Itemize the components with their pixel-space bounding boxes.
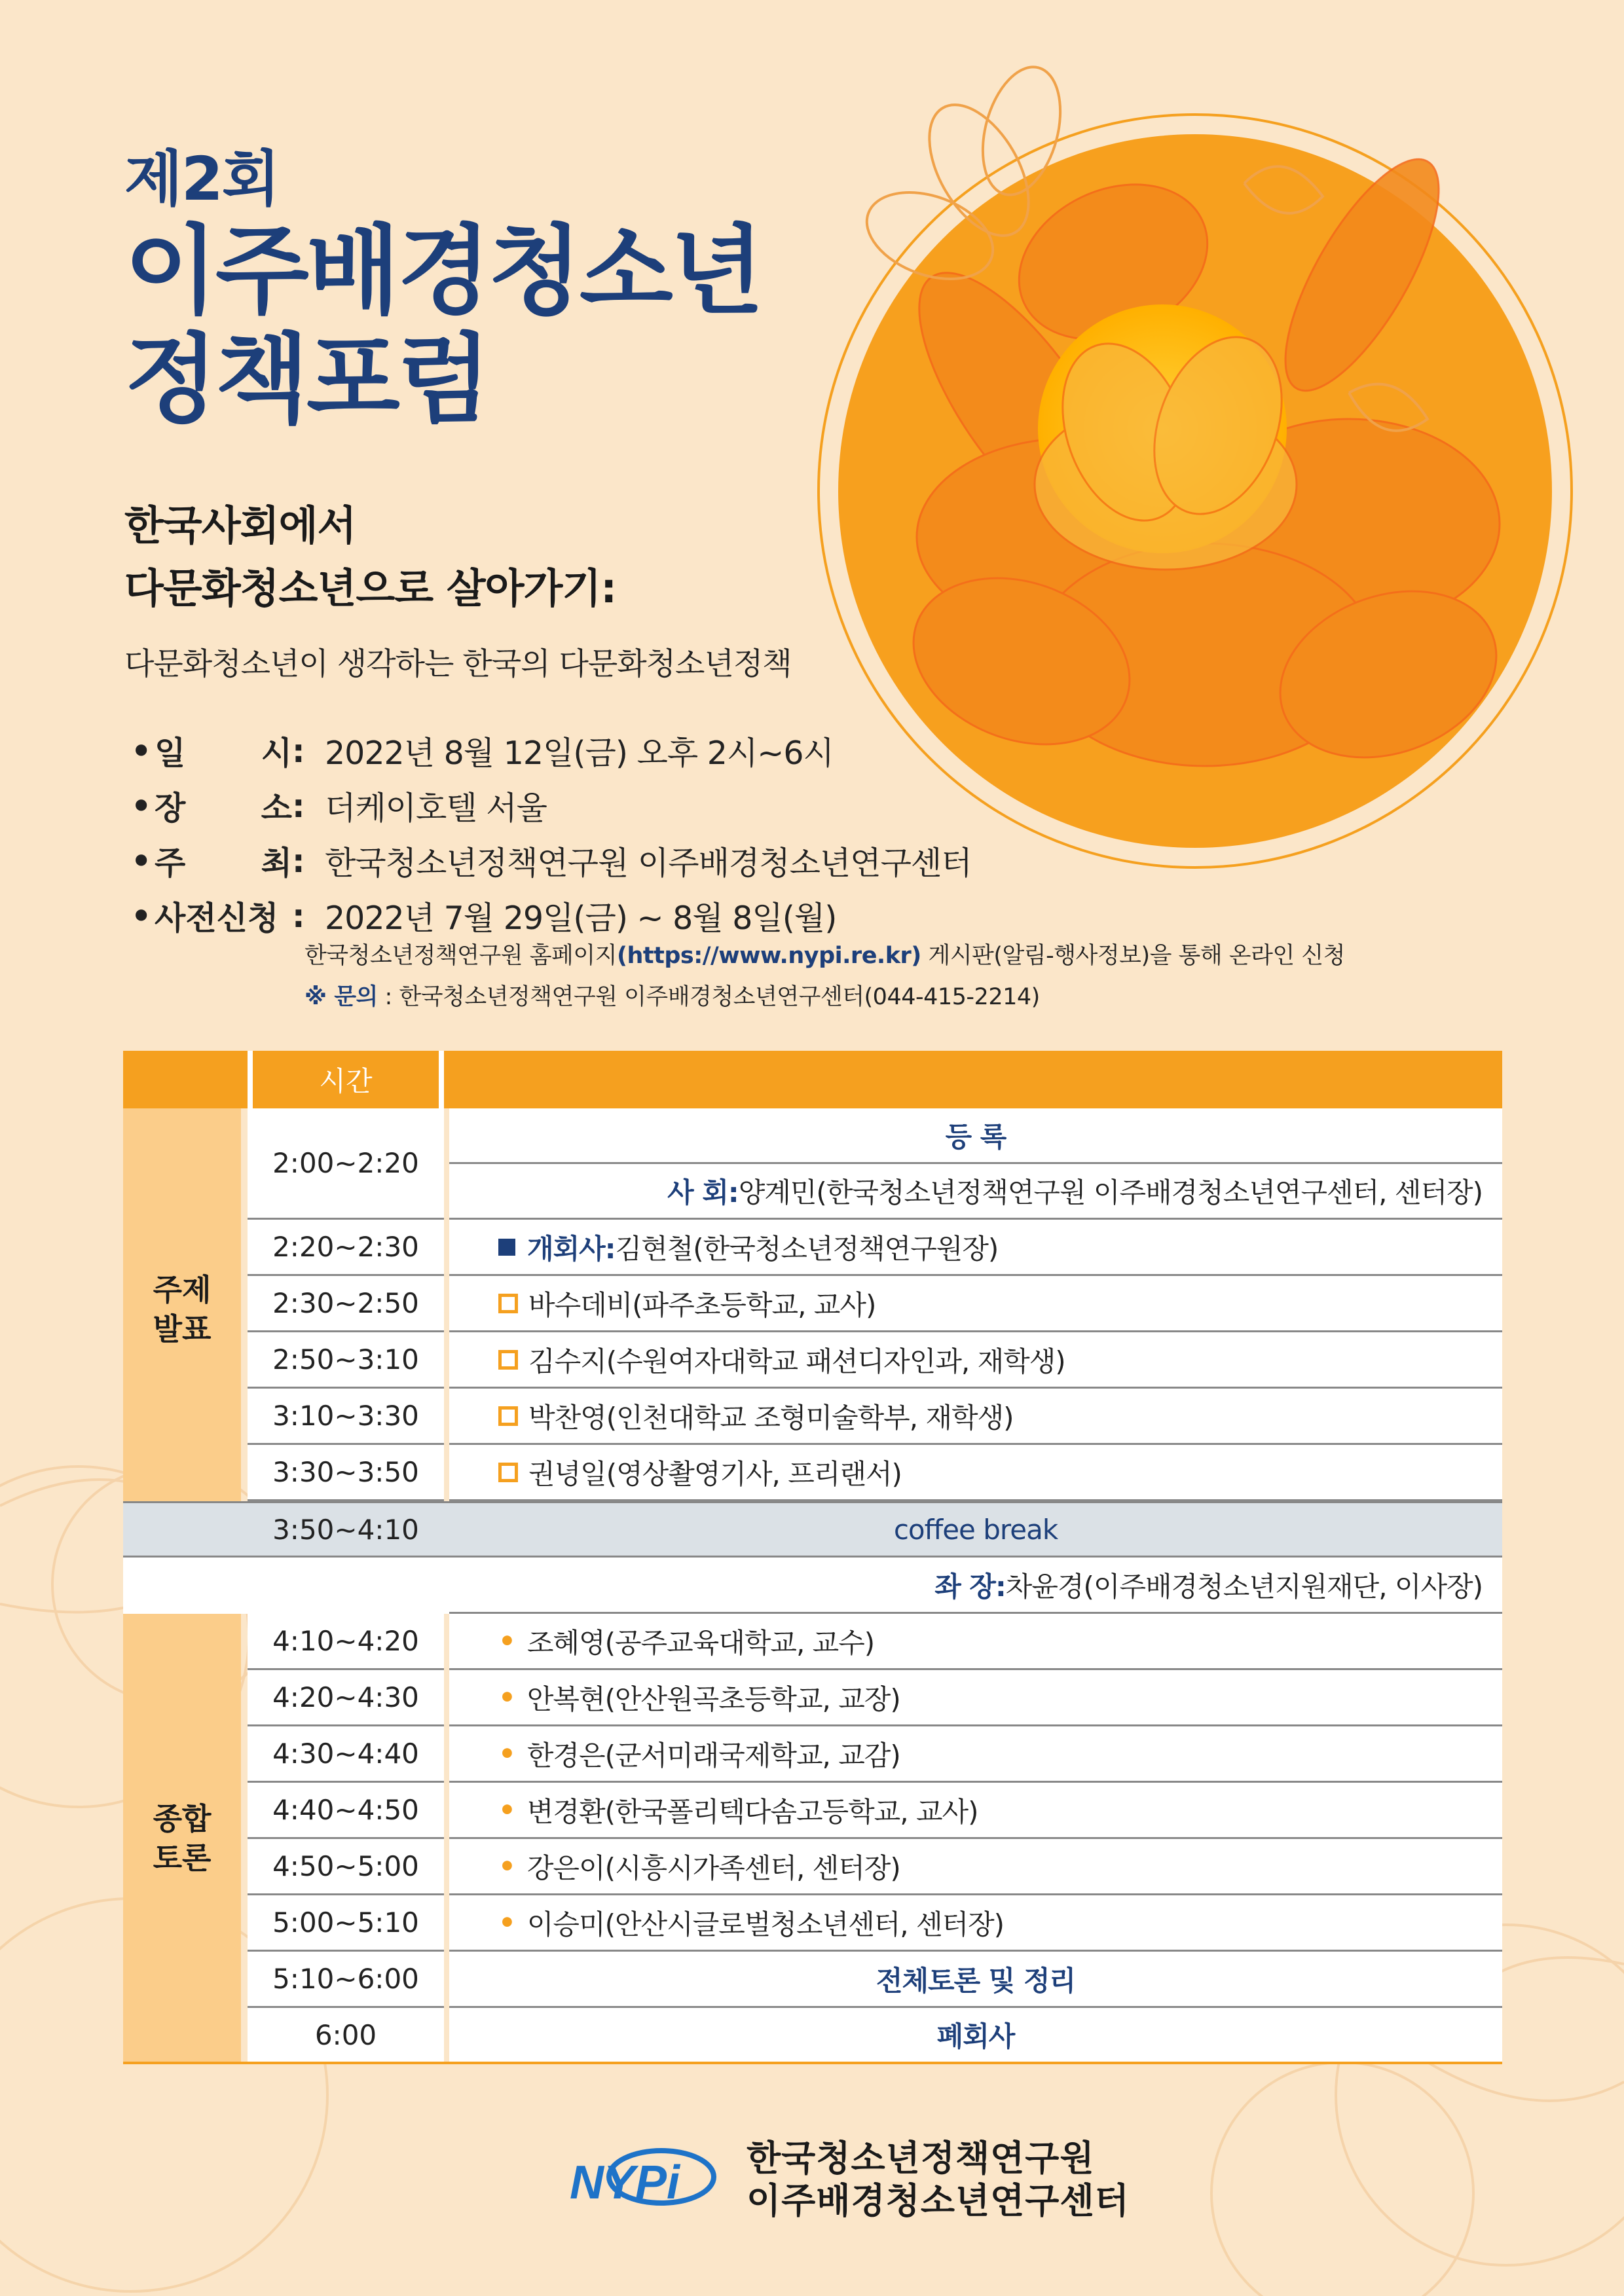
square-outline-icon [498, 1350, 518, 1370]
schedule-header [123, 1051, 1502, 1108]
org-name-2: 이주배경청소년연구센터 [747, 2179, 1130, 2221]
discussant-cell: • 강은이(시흥시가족센터, 센터장) [449, 1839, 1502, 1895]
dot-icon: • [498, 1850, 515, 1882]
time-cell: 4:30~4:40 [248, 1726, 444, 1783]
discussant-cell: • 조혜영(공주교육대학교, 교수) [449, 1614, 1502, 1670]
presenter-cell: 권녕일(영상촬영기사, 프리랜서) [449, 1445, 1502, 1501]
time-cell: 3:30~3:50 [248, 1445, 444, 1501]
dot-icon: • [498, 1794, 515, 1826]
bullet: • [131, 732, 152, 770]
coffee-break-cell: coffee break [449, 1501, 1502, 1558]
title-line2: 정책포럼 [124, 323, 489, 436]
presenter-cell: 박찬영(인천대학교 조형미술학부, 재학생) [449, 1389, 1502, 1445]
bullet: • [131, 787, 152, 825]
time-cell: 5:10~6:00 [248, 1952, 444, 2008]
time-cell: 2:20~2:30 [248, 1220, 444, 1276]
square-bullet-icon [498, 1239, 515, 1256]
nypi-logo-icon [563, 2141, 720, 2219]
dot-icon: • [498, 1681, 515, 1713]
moderator-cell: 사 회: 양계민(한국청소년정책연구원 이주배경청소년연구센터, 센터장) [449, 1164, 1502, 1220]
subtitle-line3: 다문화청소년이 생각하는 한국의 다문화청소년정책 [124, 646, 792, 683]
discussant-cell: • 변경환(한국폴리텍다솜고등학교, 교사) [449, 1783, 1502, 1839]
title-block [124, 131, 762, 435]
section-discussion: 종합 토론 [123, 1614, 241, 2064]
info-row-host [131, 833, 972, 888]
table-bottom-border [123, 2062, 1502, 2064]
info-label: 일 시 [155, 735, 292, 772]
time-cell: 4:40~4:50 [248, 1783, 444, 1839]
colon: : [292, 897, 305, 935]
time-cell: 3:10~3:30 [248, 1389, 444, 1445]
svg-text:NYPi: NYPi [570, 2156, 680, 2209]
dot-icon: • [498, 1906, 515, 1939]
info-value: 한국청소년정책연구원 이주배경청소년연구센터 [325, 845, 972, 882]
time-cell: 4:20~4:30 [248, 1670, 444, 1726]
edition-label: 제2회 [124, 144, 279, 214]
time-cell: 3:50~4:10 [248, 1501, 444, 1558]
dot-icon: • [498, 1738, 515, 1770]
subtitle-line1: 한국사회에서 [124, 501, 356, 549]
time-cell: 4:10~4:20 [248, 1614, 444, 1670]
time-cell: 2:00~2:20 [248, 1108, 444, 1220]
bullet: • [131, 842, 152, 880]
wrapup-cell: 전체토론 및 정리 [449, 1952, 1502, 2008]
event-info [131, 723, 972, 943]
registration-cell: 등 록 [449, 1108, 1502, 1164]
colon: : [292, 842, 305, 880]
inquiry-note: ※ 문의 : 한국청소년정책연구원 이주배경청소년연구센터(044-415-2214) [304, 984, 1040, 1010]
discussant-cell: • 이승미(안산시글로벌청소년센터, 센터장) [449, 1895, 1502, 1952]
header-time: 시간 [248, 1051, 444, 1108]
colon: : [292, 787, 305, 825]
opening-cell: 개회사: 김현철(한국청소년정책연구원장) [449, 1220, 1502, 1276]
info-label: 장 소 [155, 790, 292, 827]
section-presentation: 주제 발표 [123, 1108, 241, 1512]
discussant-cell: • 안복현(안산원곡초등학교, 교장) [449, 1670, 1502, 1726]
square-outline-icon [498, 1463, 518, 1482]
info-value: 더케이호텔 서울 [325, 790, 547, 827]
homepage-link[interactable]: (https://www.nypi.re.kr) [616, 943, 921, 969]
discussant-cell: • 한경은(군서미래국제학교, 교감) [449, 1726, 1502, 1783]
title-line1: 이주배경청소년 [124, 215, 762, 327]
chair-cell: 좌 장: 차윤경(이주배경청소년지원재단, 이사장) [449, 1558, 1502, 1614]
schedule-table [123, 1051, 1502, 2052]
info-row-venue [131, 778, 972, 833]
bullet: • [131, 897, 152, 935]
info-value: 2022년 7월 29일(금) ~ 8월 8일(월) [325, 900, 837, 937]
subtitle-line2: 다문화청소년으로 살아가기: [124, 564, 617, 613]
presenter-cell: 바수데비(파주초등학교, 교사) [449, 1276, 1502, 1332]
org-name-1: 한국청소년정책연구원 [747, 2138, 1095, 2179]
registration-note: 한국청소년정책연구원 홈페이지(https://www.nypi.re.kr) 게시판(알림-행사정보)을 통해 온라인 신청 [304, 943, 1345, 969]
info-row-registration [131, 888, 972, 943]
dot-icon: • [498, 1625, 515, 1657]
footer-logo [563, 2138, 1130, 2223]
time-cell: 4:50~5:00 [248, 1839, 444, 1895]
info-label: 사전신청 [155, 900, 279, 937]
info-label: 주 최 [155, 845, 292, 882]
time-cell: 5:00~5:10 [248, 1895, 444, 1952]
subtitle-block [124, 494, 792, 683]
colon: : [292, 732, 305, 770]
time-cell: 2:30~2:50 [248, 1276, 444, 1332]
square-outline-icon [498, 1294, 518, 1313]
time-cell: 6:00 [248, 2008, 444, 2064]
inquiry-label: ※ 문의 [304, 984, 378, 1010]
closing-cell: 폐회사 [449, 2008, 1502, 2064]
info-value: 2022년 8월 12일(금) 오후 2시~6시 [325, 735, 834, 772]
time-cell: 2:50~3:10 [248, 1332, 444, 1389]
presenter-cell: 김수지(수원여자대학교 패션디자인과, 재학생) [449, 1332, 1502, 1389]
square-outline-icon [498, 1406, 518, 1426]
info-row-date [131, 723, 972, 778]
